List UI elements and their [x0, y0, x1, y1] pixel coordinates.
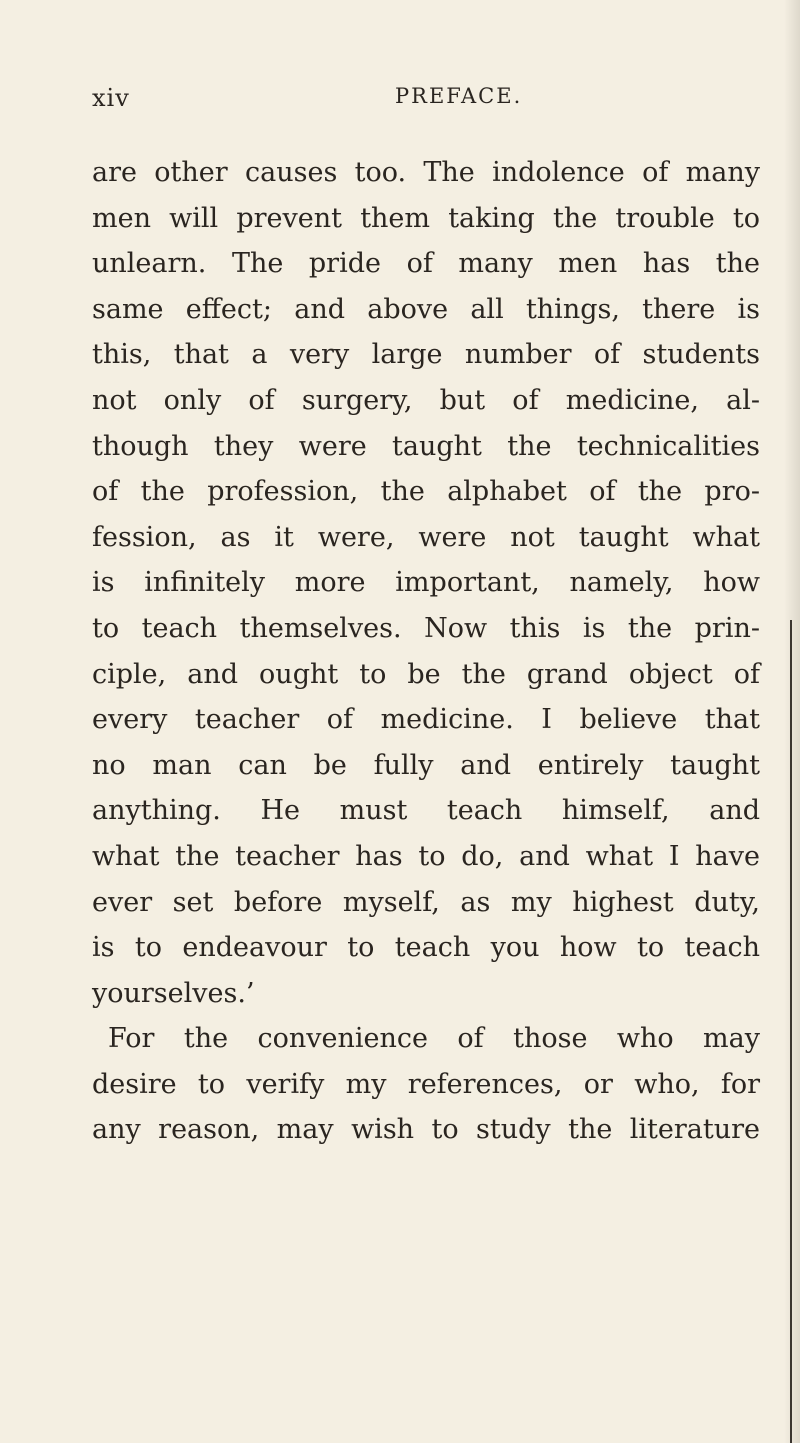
text-line: yourselves.’ — [92, 977, 255, 1009]
text-line: men will prevent them taking the trouble to — [92, 202, 760, 234]
text-line: is infinitely more important, namely, how — [92, 567, 760, 599]
page-edge-line — [790, 620, 792, 1443]
text-line: unlearn. The pride of many men has the — [92, 248, 760, 280]
text-line: what the teacher has to do, and what I have — [92, 840, 760, 872]
text-line: ciple, and ought to be the grand object of — [92, 658, 760, 690]
text-line: ever set before myself, as my highest duty, — [92, 886, 760, 918]
text-line: though they were taught the technicalities — [92, 430, 760, 462]
page-edge-shadow — [784, 0, 800, 1443]
text-line: this, that a very large number of students — [92, 339, 760, 371]
text-line: desire to verify my references, or who, for — [92, 1068, 760, 1100]
body-text — [92, 150, 760, 1153]
text-line: no man can be fully and entirely taught — [92, 749, 760, 781]
page-number: xiv — [92, 84, 130, 112]
text-line: anything. He must teach himself, and — [92, 795, 760, 827]
text-line: same effect; and above all things, there is — [92, 293, 760, 325]
text-line: every teacher of medicine. I believe that — [92, 704, 760, 736]
text-line: are other causes too. The indolence of many — [92, 157, 760, 188]
text-line: any reason, may wish to study the literature — [92, 1114, 760, 1146]
text-line: For the convenience of those who may — [108, 1023, 760, 1055]
running-head: PREFACE. — [395, 84, 523, 108]
text-line: is to endeavour to teach you how to teach — [92, 932, 760, 964]
text-line: fession, as it were, were not taught what — [92, 521, 760, 553]
text-line: not only of surgery, but of medicine, al- — [92, 384, 760, 416]
text-line: to teach themselves. Now this is the prin- — [92, 612, 760, 644]
text-line: of the profession, the alphabet of the pro- — [92, 476, 760, 508]
page-header — [0, 84, 800, 124]
